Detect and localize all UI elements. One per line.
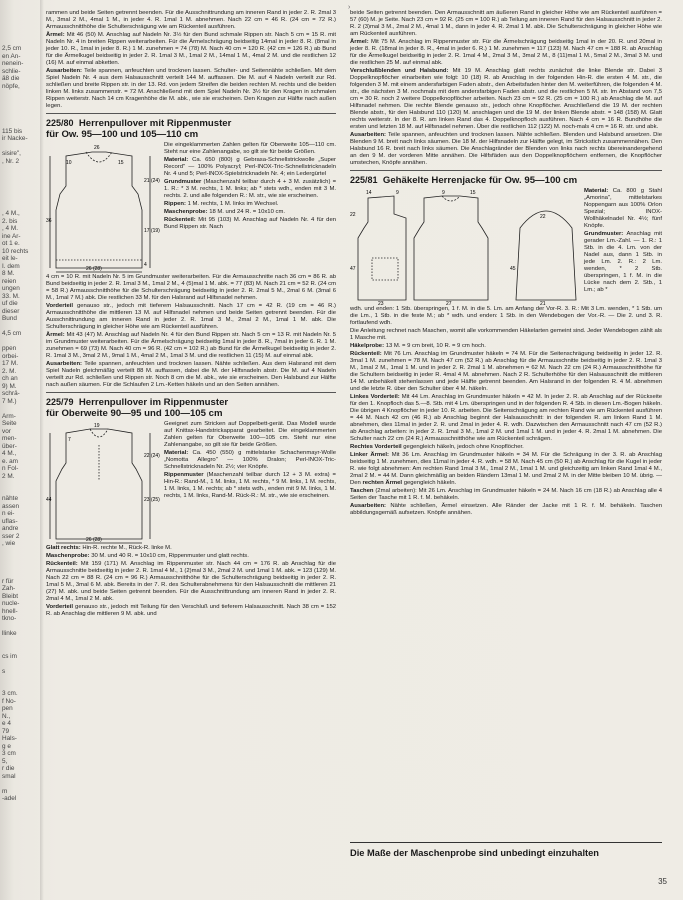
gutter-line: Hals- [2,735,17,742]
section-225-79-body [46,421,336,545]
gutter-line [0,555,40,563]
gutter-line [0,90,40,98]
gutter-line [0,645,40,653]
right-intro: beide Seiten getrennt beenden. Den Armausschnitt am äußeren Rand in gleicher Höhe wie am Rückenteil ausführen = 57 (60) M. je Seite. Nach 23 cm = 92 R. (25 cm = 100 R.) ab Teilung am inneren Rand für den Halsausschnitt in jeder 2. R. 2 (3)mal 3 M., 2mal 2 M., 4mal 1 M., dann in jeder 4. R. 2mal 1 M. abk. Die Schulterschrägung in gleicher Höhe wie am Rückenteil ausführen. [350,10,662,37]
section-225-81-heading: 225/81 Gehäkelte Herrenjacke für Ow. 95—100 cm [350,175,578,186]
gutter-line: s [2,667,6,675]
gutter-line: nenein- [2,60,24,67]
gutter-line [0,38,40,46]
section-225-81-linker: Linker Ärmel: Mit 36 Lm. Anschlag im Grundmuster häkeln = 34 M. Für die Schrägung in der 3. R. ab Anschlag beidseitig 1 M. zunehmen, dies 11mal in jeder 4. R. wdh. = 58 M. Nach 45 cm (50 R.) ab Anschlag für die Kugel in jeder R. wie folgt abnehmen: Am rechten Rand 1mal 3 M., 1mal 2 M., 1mal 1 M. und gleichzeitig am linken Rand 1mal 4 M., 2mal 2 M. = 44 M. Dann gleichmäßig an beiden Rändern 13mal 1 M. und 2mal 2 M. in der Mitte bleiben 10 M. übrig. — Den rechten Ärmel gegengleich häkeln. [350,452,662,486]
gutter-line [0,570,40,578]
gutter-line: 9) M. [2,382,17,390]
gutter-line: r die [2,765,15,772]
svg-text:23: 23 [378,301,384,307]
svg-text:21 (24): 21 (24) [144,178,160,184]
svg-text:45: 45 [510,266,516,272]
svg-text:4: 4 [144,262,147,268]
gutter-line: n Fol- [2,465,19,472]
gutter-line [0,120,40,128]
gutter-line [0,0,40,8]
left-gutter-text [0,0,40,900]
svg-text:9: 9 [442,190,445,196]
gutter-line: ot 1 e. [2,240,20,247]
svg-text:9: 9 [396,190,399,196]
gutter-line: smal [2,772,16,780]
gutter-line: m [2,787,8,795]
svg-text:47: 47 [350,266,356,272]
gutter-line [0,165,40,173]
gutter-line: dieser [2,307,20,315]
gutter-line [0,563,40,571]
gutter-line: 8 M. [2,270,15,277]
gutter-line: I. dem [2,262,20,270]
gutter-line: hnell- [2,607,18,615]
section-225-81-linkes: Linkes Vorderteil: Mit 44 Lm. Anschlag im Grundmuster häkeln = 42 M. In jeder 2. R. ab Anschlag auf der Rückseite für den 1. Knopfloch das 5.—8. Stb. mit 4 Lm. überspringen und in der folgenden R. 4 Stb. in diesen Lm.-Bogen häkeln. Die übrigen 4 Knopflöcher in jeder 10. R. arbeiten. Die Seitenschrägung am rechten Rand wie am Rückenteil ausführen = 44 M. Nach 42 cm (46 R.) ab Anschlag beginnt der Halsausschnitt: in der folgenden R. am linken Rand 1 M. abnehmen, dies 11mal in jeder 2. R. und 2mal in jeder 4. R. wdh. Dazwischen den Armausschnitt nach 47 cm (52 R.) ab Anschlag arbeiten: in jeder 2. R. 1mal 3 M., 1mal 2 M. und 1mal 1 M. und in jeder 4. R. 2mal 1 M. abnehmen. Die Schulter nach 22 cm (24 R.) Armausschnitthöhe wie am Rückenteil schrägen. [350,394,663,442]
svg-text:17 (19): 17 (19) [144,228,160,234]
gutter-line: en An- [2,52,21,60]
svg-text:15: 15 [118,160,124,166]
gutter-line: ppen [2,345,17,352]
gutter-line [0,30,40,38]
gutter-line: nähte [2,495,18,502]
section-225-81-taschen: Taschen (2mal arbeiten): Mit 26 Lm. Anschlag im Grundmuster häkeln = 24 M. Nach 16 cm (18 R.) ab Anschlag alle 4 Seiten der Tasche mit 1 R. f. M. behäkeln. [350,488,663,501]
section-225-79-vorder: Vorderteil genauso str., jedoch mit Teilung für den Verschluß und tieferem Halsausschnitt. Nach 38 cm = 152 R. ab Anschlag die mittleren 9 M. abk. und [46,604,336,617]
left-column [46,10,336,895]
svg-text:7: 7 [68,437,71,443]
gutter-line [0,338,40,346]
gutter-line: 10 rechts [2,247,29,255]
gutter-line [0,173,40,181]
svg-text:27: 27 [446,301,452,307]
gutter-line: 2 M. [2,472,15,480]
gutter-line: , 4 M. [2,225,18,232]
gutter-line: nucle- [2,600,20,607]
gutter-line [0,683,40,691]
gutter-line: Bund [2,315,17,322]
svg-text:26 (28): 26 (28) [86,537,102,543]
armel-paragraph: Ärmel: Mit 46 (50) M. Anschlag auf Nadeln Nr. 3½ für den Bund schmale Rippen str. Nach 5 cm = 15 R. mit Nadeln Nr. 4 in breiten Rippen weiterarbeiten. Für die Ärmelschrägung beidseitig 14mal in jeder 8. R. (8mal in jeder 10. R., 1mal in jeder 8. R.) 1 M. zunehmen = 74 (78) M. Nach 40 cm = 120 R. (42 cm = 126 R.) ab Bund für die Ärmelkugel beidseitig in jeder 2. R. 1mal 3 M., 1mal 2 M., 14mal 1 M., 4mal 2 M. und die restlichen 12 (16) M. auf einmal abketten. [46,32,336,66]
gauge-warning-banner: Die Maße der Maschenprobe sind unbedingt einzuhalten [350,842,662,859]
svg-text:26: 26 [94,145,100,151]
gutter-line: andre [2,525,19,532]
section-225-81-ausarbeiten: Ausarbeiten: Nähte schließen, Ärmel einsetzen. Alle Ränder der Jacke mit 1 R. f. M. behäkeln. Taschen abbildungsgemäß aufsetzen. Knöpfe annähen. [350,503,663,516]
gutter-line: ä8 die [2,75,20,82]
ausarbeiten-paragraph: Ausarbeiten: Teile spannen, anfeuchten und trocknen lassen. Schulter- und Seitennähte schließen. Mit dem Spiel Nadeln Nr. 4 aus dem Halsausschnitt verteilt 144 M. auffassen. Die M. auf 4 Nadeln verteilt zur Rd. schließen und breite Rippen str. in der 13. Rd. von jedem Streifen die beiden rechten M. rechts und die beiden linken M. links zusammenstr. = 72 M. Anschließend mit dem Spiel Nadeln Nr. 3½ für den Kragen in schmalen Rippen weiterstr. Nach 14 cm Kragenhöhe die M. abk., wie sie erscheinen. Den Kragen zur Hälfte nach außen legen. [46,68,337,109]
gutter-line: assen [2,502,20,510]
svg-text:10: 10 [66,160,72,166]
gutter-line [0,623,40,631]
gutter-line: llinke [2,630,17,637]
right-aermel: Ärmel: Mit 75 M. Anschlag im Rippenmuster str. Für die Ärmelschrägung beidseitig 1mal in der 20. R. und 20mal in jeder 8. R. (18mal in jeder 8. R., 4mal in jeder 6. R.) 1 M. zunehmen = 117 (123) M. Nach 47 cm = 188 R. ab Anschlag für die Ärmelkugel beidseitig in jeder 2. R. 1mal 4 M., 2mal 3 M., 3mal 2 M., 8 (11)mal 1 M., 5mal 2 M., 3mal 3 M. und die restlichen 25 M. auf einmal abk. [350,39,663,66]
gutter-line [0,660,40,668]
gutter-line: cs im [2,652,17,660]
gutter-line: N., [2,712,11,720]
gutter-line: 2. bis [2,217,18,225]
section-225-80-side: Die eingeklammerten Zahlen gelten für Oberweite 105—110 cm. Steht nur eine Zahlenangabe, so gilt sie für beide Größen. Material: Ca. 650 (800) g Gebrasa-Schnellstrickwolle „Super Record" — 100% Polyacryl; Perl-INOX-Tric-Schnellstricknadeln Nr. 4 und 5; Perl-INOX-Spielstricknadeln Nr. 4; ein Ledergürtel Grundmuster (Maschenzahl teilbar durch 4 + 3 M. zusätzlich) = 1. R.: * 3 M. rechts, 1 M. links; ab * stets wdh., enden mit 3 M. rechts. 2. und alle folgenden R.: M. str., wie sie erscheinen. Rippen: 1 M. rechts, 1 M. links im Wechsel. Maschenprobe: 18 M. und 24 R. = 10x10 cm. Rückenteil: Mit 95 (103) M. Anschlag auf Nadeln Nr. 4 für den Bund Rippen str. Nach [164,142,337,230]
gutter-line [0,548,40,556]
gutter-line: Zah- [2,585,16,592]
gutter-line [0,23,40,31]
gutter-line: Bleibt [2,592,18,600]
section-divider [46,113,336,114]
svg-text:19: 19 [94,423,100,429]
gutter-line [0,8,40,16]
gutter-line: über- [2,442,17,450]
gutter-line: -adel [2,795,17,802]
gutter-line: n ei- [2,510,15,517]
gutter-line: f No- [2,697,16,705]
gutter-line [0,98,40,106]
svg-text:26 (28): 26 (28) [86,266,102,272]
schematic-diagram-225-80 [46,142,158,274]
continued-intro: rammen und beide Seiten getrennt beenden. Für die Ausschnittrundung am inneren Rand in jeder 2. R. 2mal 3 M., 3mal 2 M., 4mal 1 M., in jeder 4. R. 1mal 1 M. abnehmen. Nach 22 cm = 46 R. (24 cm = 72 R.) Armausschnitthöhe die Schulterschrägung wie am Rückenteil ausführen. [46,10,336,30]
section-225-81-p2: Die Anleitung rechnet nach Maschen, womit alle vorkommenden Häkelarten gemeint sind. Jeder Wendebogen zählt als 1 Masche mit. [350,328,662,341]
gutter-line: e 4 [2,720,11,727]
gutter-line: r für [2,577,14,585]
section-225-81-probe: Häkelprobe: 13 M. = 9 cm breit, 10 R. = 9 cm hoch. [350,343,486,349]
section-225-81-body [350,188,662,306]
gutter-line: 3 cm [2,750,16,757]
gutter-line: 79 [2,727,10,735]
gutter-line: 3 cm. [2,690,18,697]
schematic-diagram-225-79 [46,421,158,545]
gutter-line [0,15,40,23]
section-225-79-masch: Maschenprobe: 30 M. und 40 R. = 10x10 cm, Rippenmuster und glatt rechts. [46,553,249,559]
gutter-line: eit le- [2,255,18,262]
section-divider [350,170,662,171]
page-fold-shadow [40,0,44,900]
svg-text:21: 21 [540,301,546,307]
gutter-line: 2,5 cm [2,45,22,52]
gutter-line: men- [2,435,17,442]
section-225-80-aermel: Ärmel: Mit 43 (47) M. Anschlag auf Nadeln Nr. 4 für den Bund Rippen str. Nach 5 cm = 13 R. mit Nadeln Nr. 5 im Grundmuster weiterarbeiten. Für die Ärmelschrägung beidseitig 1mal in jeder 8. R., 7mal in jeder 6. R. 1 M. zunehmen = 69 (73) M. Nach 40 cm = 96 R. (42 cm = 102 R.) ab Bund für die Ärmelkugel beidseitig in jeder 2. R. 1mal 3 M., 3mal 2 M., 9mal 1 M., 4mal 2 M., 1mal 3 M. und die restlichen 11 (15) M. auf einmal abk. [46,332,337,359]
gutter-line [0,780,40,788]
section-225-79-glatt: Glatt rechts: Hin-R. rechte M., Rück-R. linke M. [46,545,172,551]
gutter-line [0,405,40,413]
section-225-81-side: Material: Ca. 800 g Stahl „Amorina", mittelstarkes Noppengarn aus 100% Orlon Spezial; INOX-Wollhäkelnadel Nr. 4½; fünf Knöpfe. Grundmuster: Anschlag mit gerader Lm.-Zahl. — 1. R.: 1 Stb. in die 4. Lm. von der Nadel aus, dann 1 Stb. in jede Lm. 2. R.: 2 Lm. wenden, * 2 Stb. überspringen, 1 f. M. in die Lücke nach dem 2. Stb., 1 Lm.; ab * [584,188,662,293]
section-225-79-rueck: Rückenteil: Mit 159 (171) M. Anschlag im Rippenmuster str. Nach 44 cm = 176 R. ab Anschlag für die Armausschnitte beidseitig in jeder 2. R. 1mal 4 M., 1 (2)mal 3 M., 2mal 2 M. und 1mal 1 M. abk. = 123 (129) M. Nach 22 cm = 88 R. (24 cm = 96 R.) Armausschnitthöhe für die Schulterschrägung beidseitig in jeder 2. R. 1mal 5 M., 3mal 6 M. abk. Bereits in der 7. R. des Schulterabnehmens für den Halsausschnitt die mittleren 21 (27) M. abk. und beide Seiten getrennt beenden. Für die Ausschnittrundung am inneren Rand in jeder 2. R. 2mal 4 M., 1mal 2 M. abk. [46,561,336,602]
gutter-line: , wie [2,540,16,547]
gutter-line: uflas- [2,517,18,525]
gutter-line: ir Nacke- [2,135,28,142]
gutter-line: g e [2,742,11,750]
gutter-line: 115 bis [2,127,23,135]
gutter-line: 5, [2,757,8,765]
section-divider [46,392,336,393]
page-number: 35 [658,877,667,886]
gutter-line: vor [2,427,11,435]
gutter-line [0,203,40,211]
right-column [350,10,662,840]
gutter-line: , 4 M., [2,210,20,217]
right-ausarbeiten: Ausarbeiten: Teile spannen, anfeuchten und trocknen lassen. Nähte schließen. Blenden und Halsbund ansetzen. Die Blenden 9 M. breit nach links säumen. Die 18 M. der Hilfsnadeln zur Hälfte gelegt, im Strickstich zusammennähen. Den Halsbund 16 R. breit nach links säumen. Die Anschlagränder der Blenden von links nach rechts übereinandergehend an den 9 M. der vorderen Mitte annähen. Die Hilfsfäden aus den Doppelknopflöchern entfernen, die Knopflöcher umstechen, Knöpfe annähen. [350,132,663,166]
gutter-line: , Nr. 2 [2,157,20,165]
section-225-80-heading: 225/80 Herrenpullover mit Rippenmuster für Ow. 95—100 und 105—110 cm [46,118,232,140]
gutter-line: 17 M. [2,360,18,367]
gutter-line: pen [2,705,13,712]
schematic-diagram-225-81 [350,188,578,306]
gutter-line: 33. M. [2,292,20,300]
section-225-81-rechtes: Rechtes Vorderteil gegengleich häkeln, jedoch ohne Knopflöcher. [350,444,524,450]
gutter-line: e. am [2,457,18,465]
svg-text:14: 14 [366,190,372,196]
gutter-line: reien [2,277,17,285]
svg-text:22: 22 [540,214,546,220]
section-225-80-vorderteil: Vorderteil genauso str., jedoch mit tieferem Halsausschnitt. Nach 17 cm = 42 R. (19 cm = 46 R.) Armausschnitthöhe die mittleren 13 M. auf Hilfsnadel nehmen und beide Seiten getrennt beenden. Für die Ausschnittrundung am inneren Rand in jeder 2. R. 1mal 3 M., 2mal 2 M., 1mal 1 M. abk. Die Schulterschrägung in gleicher Höhe wie am Rückenteil ausführen. [46,303,337,330]
gutter-line [0,143,40,151]
gutter-line: tkno- [2,615,17,622]
gutter-line: ch an [2,375,18,382]
svg-text:44: 44 [46,497,52,503]
gutter-line: ine Ar- [2,232,21,240]
gutter-line [0,195,40,203]
gutter-line: schlie- [2,67,21,75]
svg-text:23 (25): 23 (25) [144,497,160,503]
section-225-79-side: Geeignet zum Stricken auf Doppelbett-gerät. Das Modell wurde auf Knittax-Handstrickapparat gearbeitet. Die eingeklammerten Zahlen gelten für Oberweite 100—105 cm. Steht nur eine Zahlenangabe, so gilt sie für beide Größen. Material: Ca. 450 (550) g mittelstarke Schachenmayr-Wolle „Nomotta Allegro" — 100% Dralon; Perl-INOX-Tric-Schnellstricknadeln Nr. 2½; vier Knöpfe. Rippenmuster (Maschenzahl teilbar durch 12 + 3 M. extra) = Hin-R.: Rand-M., 1 M. links, 1 M. rechts, * 9 M. links, 1 M. rechts, 1 M. links, 1 M. rechts; ab * stets wdh., enden mit 9 M. links, 1 M. rechts, 1 M. links, Rand-M. Rück-R.: M. str., wie sie erscheinen. [164,421,336,499]
gutter-line: schrä- [2,390,20,397]
gutter-line: orbei- [2,352,19,360]
gutter-line [0,323,40,331]
gutter-line [0,188,40,196]
gutter-line: sisire", [2,150,21,157]
section-225-81-cont: wdh. und enden: 1 Stb. überspringen, 1 f. M. in die 5. Lm. am Anfang der Vor-R. 3. R.: Mit 3 Lm. wenden, * 1 Stb. um die Lm., 1 Stb. in die feste M.; ab * wdh. und enden: 1 Stb. in den Wendebogen der Vor.-R. — Die 2. und 3. R. fortlaufend wdh. [350,306,662,326]
gutter-line [0,638,40,646]
gutter-line: Arm- [2,412,16,420]
gutter-line: 2. M. [2,367,17,375]
gutter-line: 7 M.) [2,397,17,405]
section-225-80-ausarbeiten: Ausarbeiten: Teile spannen, anfeuchten und trocknen lassen. Nähte schließen. Aus dem Halsrand mit dem Spiel Nadeln gleichmäßig verteilt 88 M. auffassen, dabei die M. der Hilfsnadeln abstr. Die M. auf 4 Nadeln verteilt zur Rd. schließen und Rippen str. Noch 8 cm die M. abk., wie sie erscheinen. Den Halsbund zur Hälfte nach außen säumen. Für die Schlaufen 2 Lm.-Ketten häkeln und an den Seiten annähen. [46,361,337,388]
gutter-line [0,675,40,683]
gutter-line [0,480,40,488]
gutter-line [0,113,40,121]
svg-text:15: 15 [470,190,476,196]
page-notch-mark: › [348,4,351,11]
gutter-line [0,180,40,188]
section-225-81-rueck: Rückenteil: Mit 76 Lm. Anschlag im Grundmuster häkeln = 74 M. Für die Seitenschrägung beidseitig in jeder 12. R. 3mal 1 M. zunehmen = 78 M. Nach 47 cm (52 R.) ab Anschlag für die Armausschnitte beidseitig in jeder 2. R. 1mal 3 M., 1mal 2 M., 1mal 1 M. und in jeder 2. R. 2mal 1 M. abnehmen = 62 M. Nach 22 cm (24 R.) Armausschnitthöhe für die Schultern beidseitig in jeder R. 4mal 4 M. abnehmen. Nach 2 R. Schulterhöhe für den Halsausschnitt die mittleren 14 M. unbehäkelt stehenlassen und jede Hälfte getrennt beenden. Am Halsrand in der folgenden R. 4 M. abnehmen und die letzte R. über den Schulter über 4 M. häkeln. [350,351,663,392]
gutter-line: uf die [2,300,18,307]
right-verschluss: Verschlußblenden und Halsbund: Mit 19 M. Anschlag glatt rechts zunächst die linke Blende str. Dabei 3 Doppelknopflöcher einarbeiten wie folgt: 10 (18) R. ab Anschlag in der folgenden Hin-R. die ersten 4 M. str., die folgenden 3 M. mit einem andersfarbigen Faden abstr., den Arbeitsfaden hinter den M. weiterführen, die folgenden 4 M. str., die nächsten 3 M. nochmals mit dem andersfarbigen Faden abstr. und die restlichen 5 M. str. Im Abstand von 7,5 cm = 30 R. noch 2 weitere Doppelknopflöcher arbeiten. Nach 23 cm = 92 R. (25 cm = 100 R.) ab Anschlag die M. auf Hilfsnadel nehmen. Die rechte Blende genauso str., jedoch ohne Knopflöcher. Anschließend die 19 M. der rechten Blende abstr., für den Halsbund 110 (120) M. anschlagen und die 19 M. der linken Blende abstr. = 148 (158) M. Glatt rechts weiterstr. In der 8. R. am linken Rand das 4. Doppelknopfloch ausführen. Nach 4 cm = 16 R. Bundhöhe die ersten und letzten 18 M. auf Hilfsnadel nehmen. Über die restlichen 112 (122) M. noch-mals 4 cm = 16 R. str. und abk. [350,68,663,130]
svg-text:22: 22 [350,212,356,218]
gutter-line: Seite [2,420,17,427]
gutter-line [0,105,40,113]
gutter-line: 4,5 cm [2,330,22,337]
svg-text:22 (24): 22 (24) [144,453,160,459]
gutter-line [0,488,40,496]
gutter-line: sser 2 [2,532,20,540]
gutter-line: ungen [2,285,20,292]
svg-text:36: 36 [46,218,52,224]
section-225-79-heading: 225/79 Herrenpullover im Rippenmuster für Oberweite 90—95 und 100—105 cm [46,397,229,419]
gutter-line: nöpfe, [2,82,20,90]
section-225-80-body [46,142,336,274]
gutter-line: 4 M., [2,450,17,457]
section-225-80-cont: 4 cm = 10 R. mit Nadeln Nr. 5 im Grundmuster weiterarbeiten. Für die Armausschnitte nach 36 cm = 86 R. ab Bund beidseitig in jeder 2. R. 1mal 3 M., 1mal 2 M., 4 (5)mal 1 M. abk. = 77 (83) M. Nach 21 cm = 52 R. (24 cm = 58 R.) Armausschnitthöhe für die Schulterschrägung beidseitig in jeder 2. R. 2mal 5 M., 2mal 6 M. (3mal 6 M., 1mal 7 M.) abk. Die restlichen 33 M. für den Halsrand auf Hilfsnadel nehmen. [46,274,336,301]
